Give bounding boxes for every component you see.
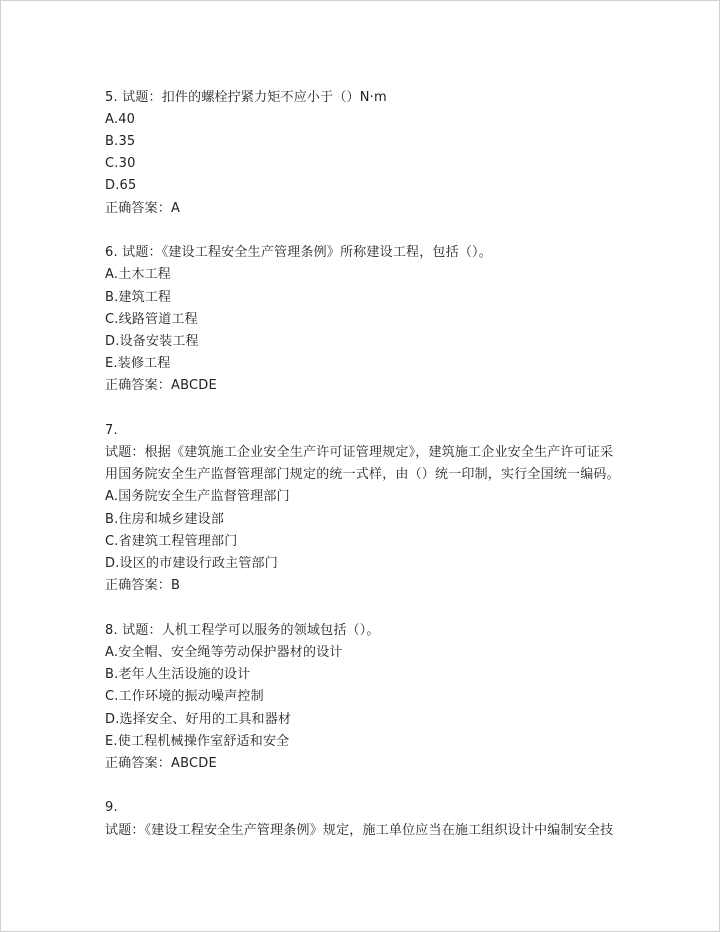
option-e: E.装修工程 [105,356,171,371]
option-d: D.65 [105,178,137,193]
question-title: 5. 试题：扣件的螺栓拧紧力矩不应小于（）N·m [105,90,387,105]
option-c: C.线路管道工程 [105,312,198,327]
question-stem-line-1: 试题：《建设工程安全生产管理条例》规定，施工单位应当在施工组织设计中编制安全技 [105,823,614,838]
option-a: A.土木工程 [105,267,171,282]
question-stem-line-2: 用国务院安全生产监督管理部门规定的统一式样，由（）统一印制，实行全国统一编码。 [105,467,620,482]
question-number: 9. [105,800,118,815]
option-c: C.30 [105,156,136,171]
answer: 正确答案：B [105,578,181,593]
answer: 正确答案：ABCDE [105,378,217,393]
option-d: D.设备安装工程 [105,334,199,349]
answer: 正确答案：ABCDE [105,756,217,771]
option-a: A.国务院安全生产监督管理部门 [105,489,290,504]
option-b: B.建筑工程 [105,290,172,305]
question-title: 8. 试题：人机工程学可以服务的领域包括（）。 [105,623,380,638]
option-a: A.安全帽、安全绳等劳动保护器材的设计 [105,645,343,660]
option-a: A.40 [105,112,136,127]
option-c: C.工作环境的振动噪声控制 [105,689,264,704]
question-number: 7. [105,423,118,438]
answer: 正确答案：A [105,201,181,216]
option-d: D.设区的市建设行政主管部门 [105,556,278,571]
option-d: D.选择安全、好用的工具和器材 [105,712,292,727]
question-title: 6. 试题：《建设工程安全生产管理条例》所称建设工程，包括（）。 [105,245,492,260]
option-b: B.老年人生活设施的设计 [105,667,251,682]
question-stem-line-1: 试题：根据《建筑施工企业安全生产许可证管理规定》，建筑施工企业安全生产许可证采 [105,445,614,460]
option-b: B.35 [105,134,136,149]
option-e: E.使工程机械操作室舒适和安全 [105,734,290,749]
option-c: C.省建筑工程管理部门 [105,534,238,549]
option-b: B.住房和城乡建设部 [105,512,225,527]
